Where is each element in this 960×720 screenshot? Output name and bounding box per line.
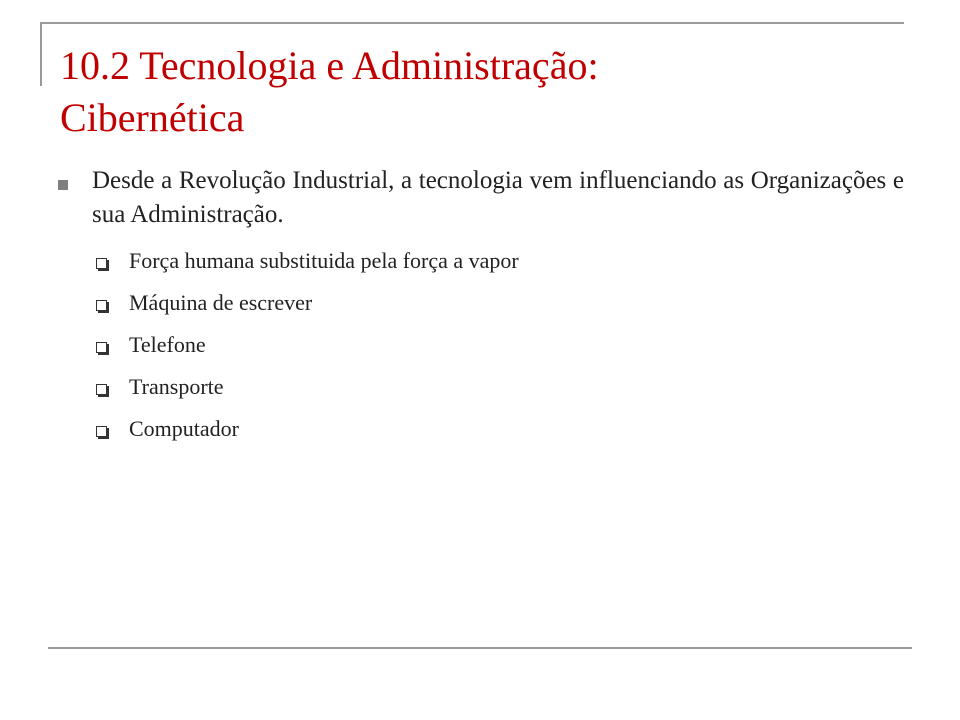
top-rule bbox=[40, 22, 904, 24]
main-bullet-item bbox=[58, 164, 904, 232]
title-line-1: 10.2 Tecnologia e Administração: bbox=[60, 43, 599, 88]
sub-bullet-text: Força humana substituida pela força a vapor bbox=[129, 248, 519, 273]
sub-bullet-item bbox=[96, 246, 876, 288]
sub-bullet-text: Máquina de escrever bbox=[129, 290, 313, 315]
checkbox-bullet-icon bbox=[96, 426, 107, 437]
sub-bullet-text: Computador bbox=[129, 416, 239, 441]
slide-title bbox=[60, 40, 900, 144]
left-rule bbox=[40, 22, 42, 86]
sub-bullet-text: Telefone bbox=[129, 332, 206, 357]
main-bullet-text: Desde a Revolução Industrial, a tecnologia vem influenciando as Organizações e sua Administração. bbox=[92, 167, 904, 228]
title-line-2: Cibernética bbox=[60, 95, 245, 140]
checkbox-bullet-icon bbox=[96, 384, 107, 395]
bottom-rule bbox=[48, 647, 912, 649]
sub-bullet-item bbox=[96, 372, 876, 414]
square-bullet-icon bbox=[58, 180, 68, 190]
sub-bullet-list bbox=[96, 246, 876, 456]
checkbox-bullet-icon bbox=[96, 342, 107, 353]
sub-bullet-text: Transporte bbox=[129, 374, 224, 399]
checkbox-bullet-icon bbox=[96, 300, 107, 311]
checkbox-bullet-icon bbox=[96, 258, 107, 269]
sub-bullet-item bbox=[96, 288, 876, 330]
sub-bullet-item bbox=[96, 414, 876, 456]
sub-bullet-item bbox=[96, 330, 876, 372]
